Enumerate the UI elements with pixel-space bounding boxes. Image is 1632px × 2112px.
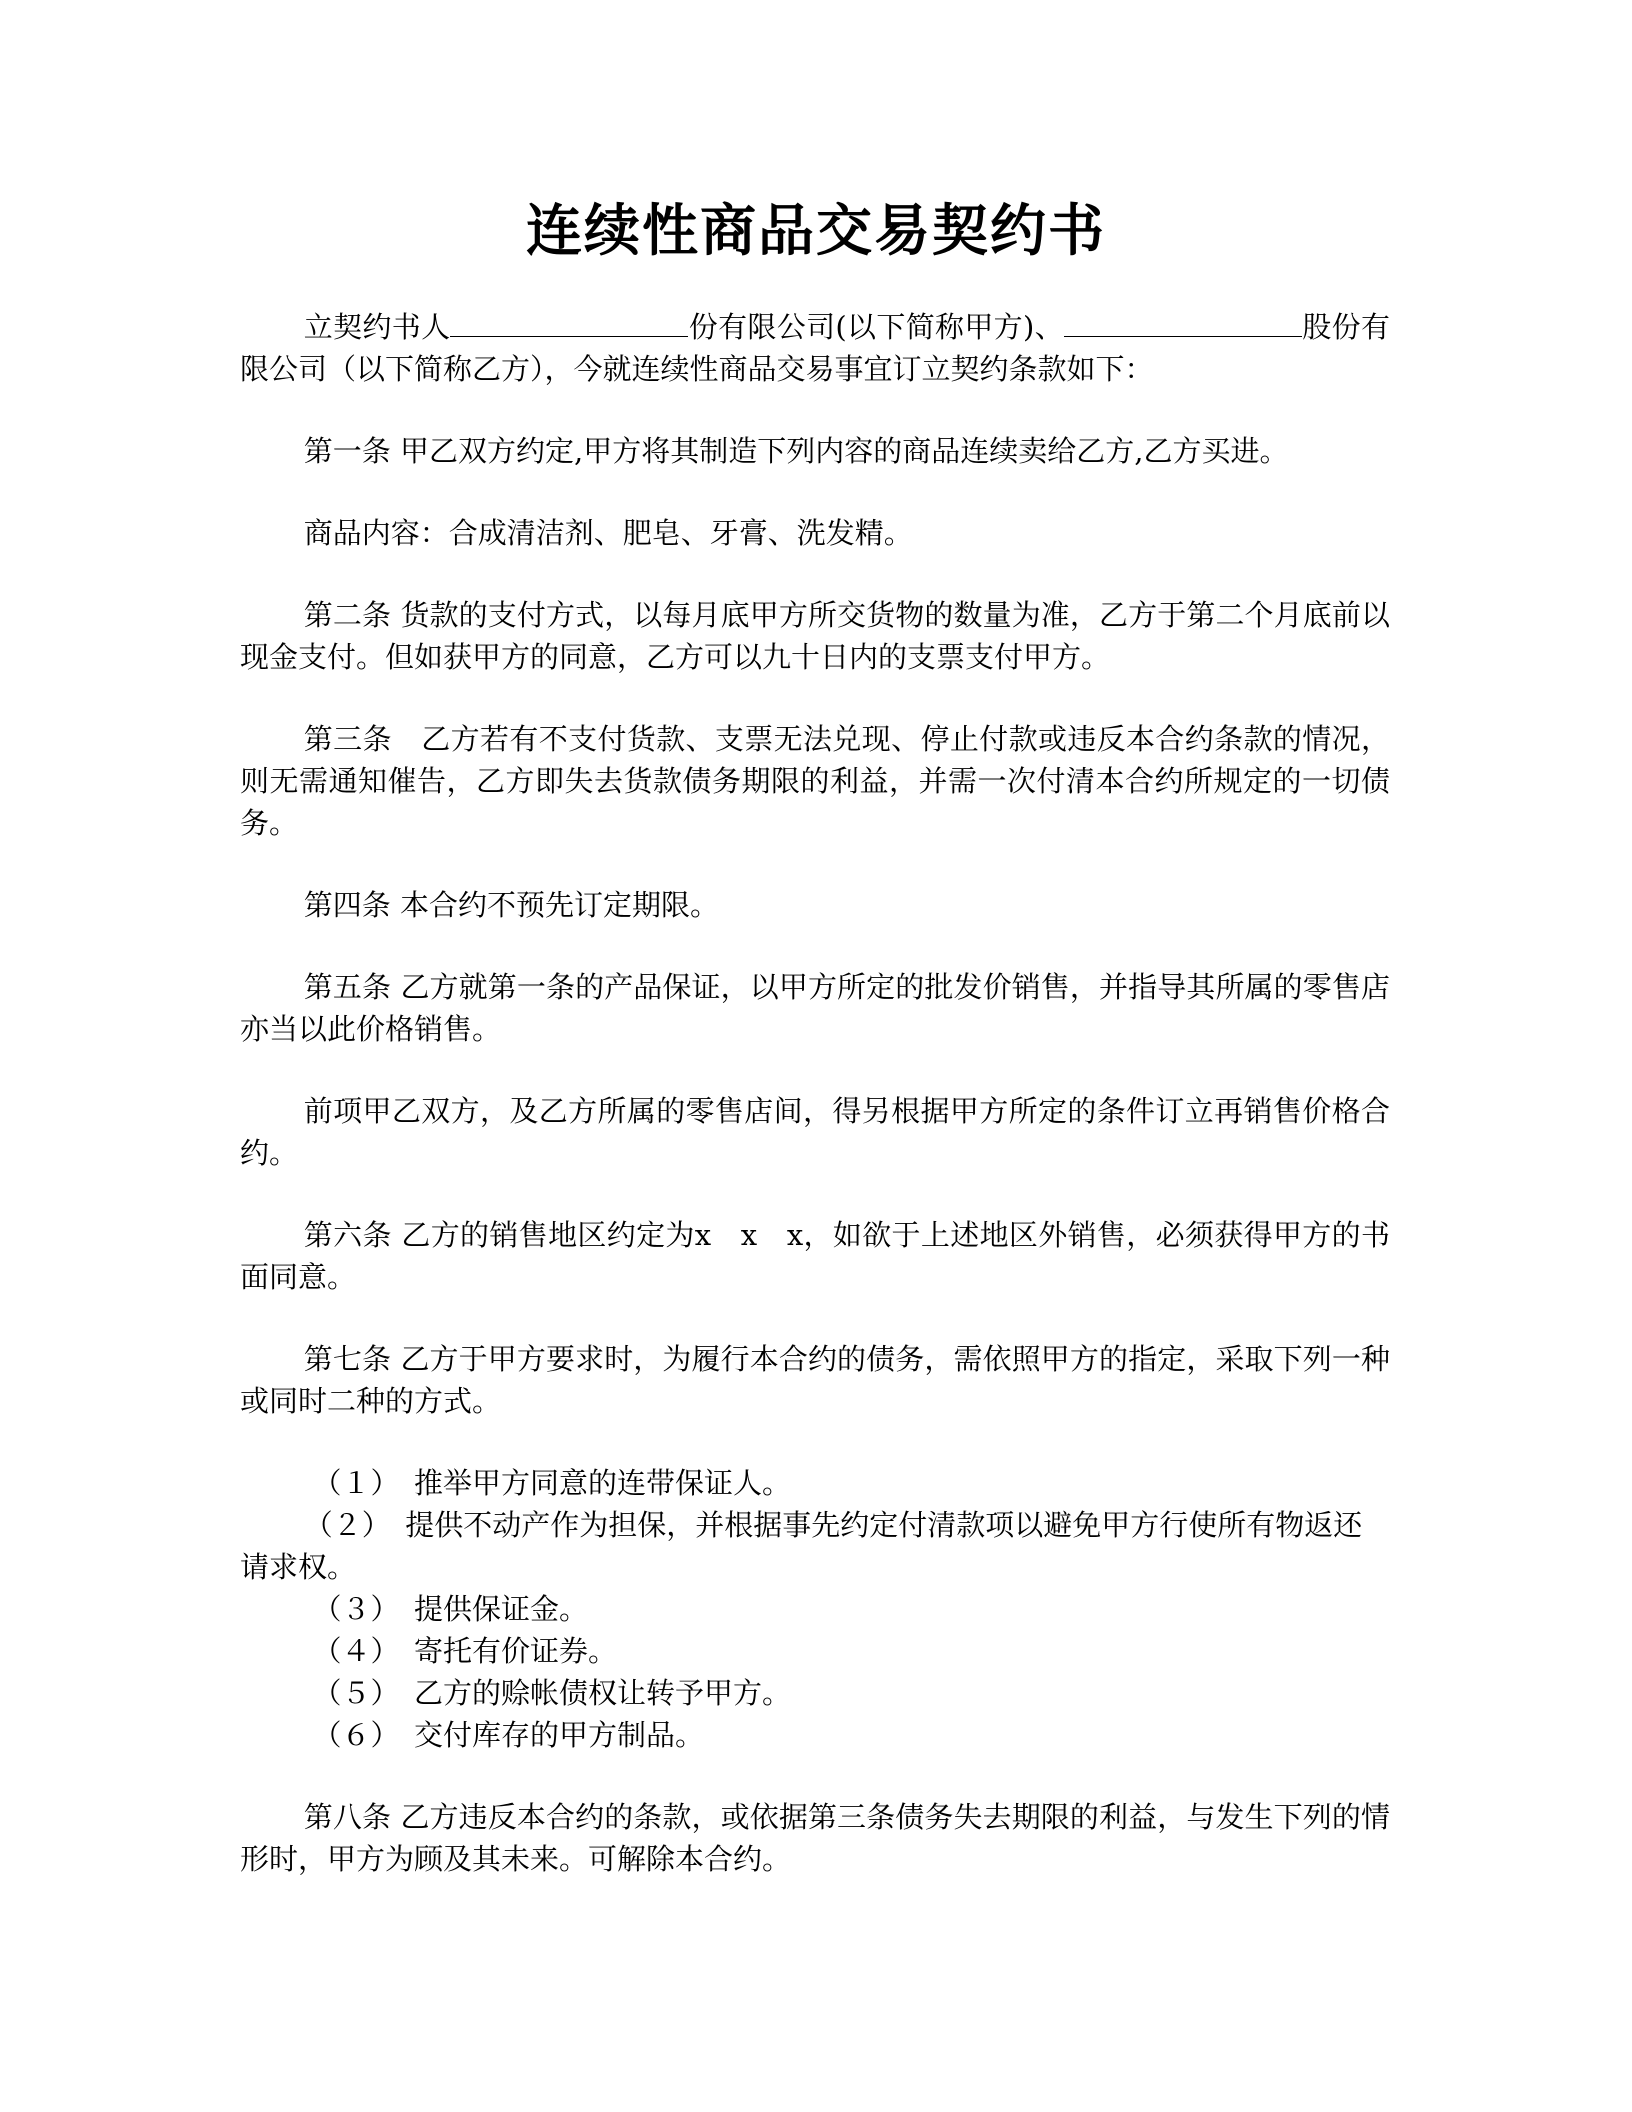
article-6: 第六条 乙方的销售地区约定为x x x，如欲于上述地区外销售，必须获得甲方的书面同意。 <box>240 1218 1390 1294</box>
list-item: （４） 寄托有价证券。 <box>312 1634 618 1668</box>
article-7-options-list <box>240 1462 1390 1756</box>
list-item: （５） 乙方的赊帐债权让转予甲方。 <box>312 1676 792 1710</box>
list-item: （３） 提供保证金。 <box>312 1592 589 1626</box>
article-8: 第八条 乙方违反本合约的条款，或依据第三条债务失去期限的利益，与发生下列的情形时，甲方为顾及其未来。可解除本合约。 <box>240 1800 1390 1876</box>
product-contents: 商品内容：合成清洁剂、肥皂、牙膏、洗发精。 <box>303 516 913 550</box>
article-7: 第七条 乙方于甲方要求时，为履行本合约的债务，需依照甲方的指定，采取下列一种或同时二种的方式。 <box>240 1342 1390 1418</box>
article-5: 第五条 乙方就第一条的产品保证，以甲方所定的批发价销售，并指导其所属的零售店亦当以此价格销售。 <box>240 970 1390 1046</box>
intro-paragraph <box>240 306 1390 390</box>
intro-text-3: 股份有限公司（以下简称乙方），今就连续性商品交易事宜订立契约条款如下： <box>240 310 1390 386</box>
list-item: （６） 交付库存的甲方制品。 <box>312 1718 705 1752</box>
article-1: 第一条 甲乙双方约定,甲方将其制造下列内容的商品连续卖给乙方,乙方买进。 <box>303 434 1289 468</box>
blank-line-party-a <box>450 335 688 337</box>
list-item: （１） 推举甲方同意的连带保证人。 <box>312 1466 792 1500</box>
blank-line-party-b <box>1064 335 1302 337</box>
article-3: 第三条 乙方若有不支付货款、支票无法兑现、停止付款或违反本合约条款的情况，则无需通知催告，乙方即失去货款债务期限的利益，并需一次付清本合约所规定的一切债务。 <box>240 722 1390 840</box>
intro-text-2: 份有限公司(以下简称甲方)、 <box>688 310 1064 344</box>
article-4: 第四条 本合约不预先订定期限。 <box>303 888 720 922</box>
article-2: 第二条 货款的支付方式，以每月底甲方所交货物的数量为准，乙方于第二个月底前以现金支付。但如获甲方的同意，乙方可以九十日内的支票支付甲方。 <box>240 598 1390 674</box>
intro-text-1: 立契约书人 <box>303 310 451 344</box>
document-title: 连续性商品交易契约书 <box>526 199 1106 264</box>
article-5-supplement: 前项甲乙双方，及乙方所属的零售店间，得另根据甲方所定的条件订立再销售价格合约。 <box>240 1094 1390 1170</box>
document-body <box>240 306 1390 1880</box>
list-item: （２） 提供不动产作为担保，并根据事先约定付清款项以避免甲方行使所有物返还请求权。 <box>240 1508 1363 1584</box>
